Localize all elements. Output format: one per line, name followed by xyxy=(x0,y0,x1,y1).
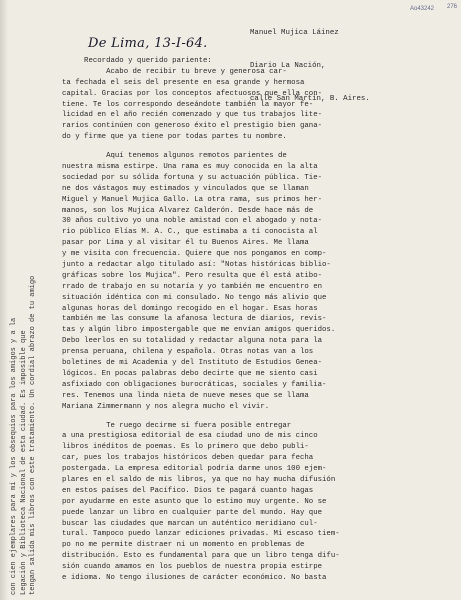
margin-note xyxy=(10,235,39,595)
margin-note-line: con cien ejemplares para mí y los obsequios para los amigos y a la xyxy=(10,317,18,595)
body-line: plares en el saldo de mis libros, ya que no hay mucha difusión xyxy=(62,475,336,484)
body-line: nuestra misma estirpe. Una rama es muy conocida en la alta xyxy=(62,163,318,172)
body-line: e idioma. No tengo ilusiones de carácter económico. No basta xyxy=(62,573,327,582)
body-line: puede lanzar un libro en cualquier parte del mundo. Hay que xyxy=(62,508,323,517)
body-line: pasar por Lima y al visitar él tu Buenos Aires. Me llama xyxy=(62,239,309,248)
body-line: tural. Tampoco puedo lanzar ediciones privadas. Mi escaso tiem- xyxy=(62,530,340,539)
archive-number: Ao43242 xyxy=(410,6,435,12)
paragraph-gap xyxy=(62,413,448,421)
body-line: licidad en el año recién comenzado y que tus trabajos lite- xyxy=(62,111,323,120)
body-line: Recordado y querido pariente: xyxy=(62,57,212,65)
margin-note-line: tengan salida mis libros con este tratamiento. Un cordial abrazo de tu amigo xyxy=(29,275,37,595)
body-line: distribución. Esto es fundamental para que un libro tenga difu- xyxy=(62,552,340,561)
body-line: situación idéntica con mi consulado. No tengo más alivio que xyxy=(62,293,327,302)
body-line: lógicos. En pocas palabras debo decirte que me siento casi xyxy=(62,369,318,378)
body-line: rarios continúen con generoso éxito el prestigio bien gana- xyxy=(62,122,323,131)
body-line: en estos países del Pacífico. Dios te pagará cuanto hagas xyxy=(62,486,314,495)
handwritten-date: De Lima, 13-I-64. xyxy=(88,36,208,51)
body-line: Acabo de recibir tu breve y generosa car- xyxy=(62,67,287,76)
body-line: rrado de trabajo en su notaría y yo también me encuentro en xyxy=(62,282,323,291)
body-line: prensa peruana, chilena y española. Otras notas van a los xyxy=(62,348,314,357)
body-line: Debo leerlos en su totalidad y redactar alguna nota para la xyxy=(62,337,323,346)
body-line: boletines de mi Academia y del Instituto de Estudios Genea- xyxy=(62,359,323,368)
body-line: a una prestigiosa editorial de esa ciudad uno de mis cinco xyxy=(62,432,318,441)
page-number: 276 xyxy=(447,4,458,10)
body-line: por ayudarme en este asunto que lo estimo muy urgente. No se xyxy=(62,497,327,506)
body-line: car, pues los trabajos históricos deben quedar para fecha xyxy=(62,454,314,463)
body-line: sociedad por su sólida fortuna y su actuación pública. Tie- xyxy=(62,173,323,182)
body-line: sión cuando amamos en los pueblos de nuestra propia estirpe xyxy=(62,563,323,572)
body-line: ta fechada el seis del presente en esa grande y hermosa xyxy=(62,78,305,87)
body-line: asfixiado con obligaciones burocráticas, sociales y familia- xyxy=(62,380,327,389)
body-line: tiene. Te los correspondo deseándote también la mayor fe- xyxy=(62,100,314,109)
sender-line: calle San Martín, B. Aires. xyxy=(250,95,370,103)
body-line: po no me permite distraer ni un momento en problemas de xyxy=(62,541,305,550)
body-line: Mariana Zimmermann y nos alegra mucho el vivir. xyxy=(62,402,270,411)
body-line: junto a redactar algo titulado así: "Notas históricas biblio- xyxy=(62,261,331,270)
scan-edge-shadow xyxy=(0,0,8,600)
body-line: 30 años cultivo yo una noble amistad con el abogado y nota- xyxy=(62,217,323,226)
sender-line: Diario La Nación, xyxy=(250,62,326,70)
body-line: Aquí tenemos algunos remotos parientes de xyxy=(62,152,287,161)
body-line: Miguel y Manuel Mujica Gallo. La otra rama, sus primos her- xyxy=(62,195,323,204)
body-line: Te ruego decirme si fuera posible entregar xyxy=(62,421,292,430)
paragraph-gap xyxy=(62,143,448,151)
body-line: gráficas sobre los Mujica". Pero resulta que él está atibo- xyxy=(62,271,323,280)
body-line: también me las consume la afanosa lectura de diarios, revis- xyxy=(62,315,327,324)
body-line: capital. Gracias por los conceptos afectuosos que ella con- xyxy=(62,89,323,98)
body-line: manos, son los Mujica Alvarez Calderón. Desde hace más de xyxy=(62,206,314,215)
body-line: algunas horas del domingo recogido en el hogar. Esas horas xyxy=(62,304,318,313)
body-line: do y firme que ya tiene por todas partes tu nombre. xyxy=(62,133,287,142)
body-line: tas y algún libro impostergable que me envían amigos queridos. xyxy=(62,326,336,335)
body-line: ne dos vástagos muy estimados y vinculados que se llaman xyxy=(62,184,309,193)
margin-note-line: Legación y Biblioteca Nacional de esta ciudad. Es imposible que xyxy=(19,330,28,595)
body-line: buscar las ciudades que marcan un auténtico meridiano cul- xyxy=(62,519,318,528)
body-line: res. Tenemos una linda nieta de nueve meses que se llama xyxy=(62,391,309,400)
body-line: libros inéditos de poemas. Es lo primero que debo publi- xyxy=(62,443,309,452)
body-line: postergada. La empresa editorial podría darme unos 100 ejem- xyxy=(62,465,327,474)
body-line: rio público Elías M. A. C., que estimaba a tí conocista al xyxy=(62,228,318,237)
letter-body xyxy=(62,56,448,584)
body-line: y me visita con frecuencia. Quiere que nos pongamos en comp- xyxy=(62,250,327,259)
sender-line: Manuel Mujica Láinez xyxy=(250,29,339,37)
